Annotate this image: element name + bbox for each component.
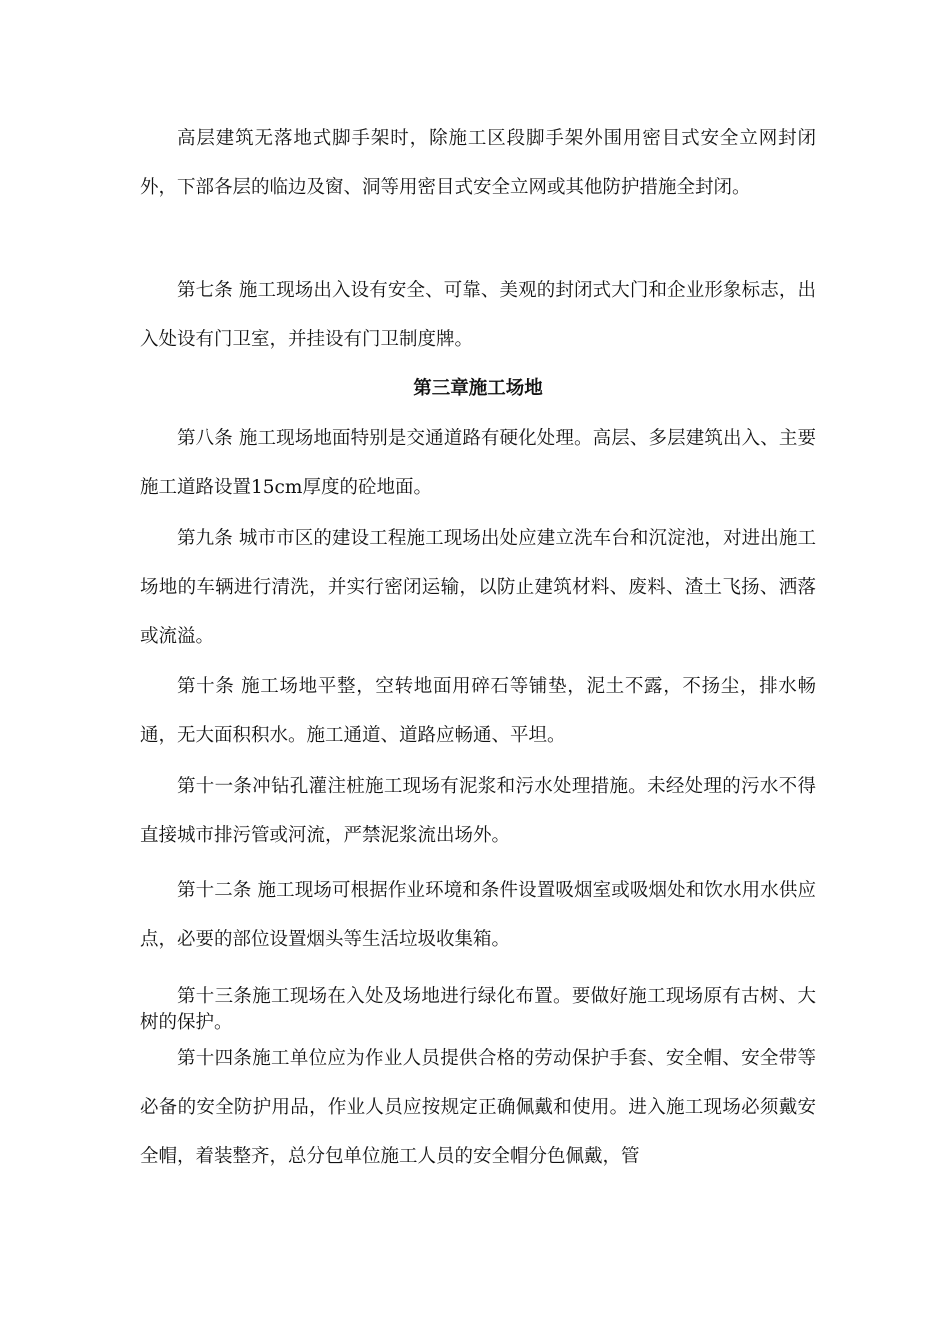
paragraph-article-9: 第九条 城市市区的建设工程施工现场出处应建立洗车台和沉淀池，对进出施工场地的车辆进行清洗，并实行密闭运输，以防止建筑材料、废料、渣土飞扬、洒落或流溢。 bbox=[140, 528, 816, 647]
paragraph-article-12: 第十二条 施工现场可根据作业环境和条件设置吸烟室或吸烟处和饮水用水供应点，必要的部位设置烟头等生活垃圾收集箱。 bbox=[140, 880, 816, 950]
paragraph-scaffold-netting: 高层建筑无落地式脚手架时，除施工区段脚手架外围用密目式安全立网封闭外，下部各层的临边及窗、洞等用密目式安全立网或其他防护措施全封闭。 bbox=[140, 128, 816, 198]
paragraph-article-11: 第十一条冲钻孔灌注桩施工现场有泥浆和污水处理措施。未经处理的污水不得直接城市排污管或河流，严禁泥浆流出场外。 bbox=[140, 776, 816, 846]
chapter-heading: 第三章施工场地 bbox=[413, 378, 543, 399]
paragraph-article-14: 第十四条施工单位应为作业人员提供合格的劳动保护手套、安全帽、安全带等必备的安全防护用品，作业人员应按规定正确佩戴和使用。进入施工现场必须戴安全帽，着装整齐，总分包单位施工人员的安全帽分色佩戴，管 bbox=[140, 1048, 816, 1167]
paragraph-article-10: 第十条 施工场地平整，空转地面用碎石等铺垫，泥土不露，不扬尘，排水畅通，无大面积积水。施工通道、道路应畅通、平坦。 bbox=[140, 676, 816, 746]
paragraph-article-8: 第八条 施工现场地面特别是交通道路有硬化处理。高层、多层建筑出入、主要施工道路设置15cm厚度的砼地面。 bbox=[140, 428, 816, 498]
paragraph-article-13: 第十三条施工现场在入处及场地进行绿化布置。要做好施工现场原有古树、大树的保护。 bbox=[140, 986, 816, 1033]
paragraph-article-7: 第七条 施工现场出入设有安全、可靠、美观的封闭式大门和企业形象标志，出入处设有门卫室，并挂设有门卫制度牌。 bbox=[140, 280, 816, 350]
